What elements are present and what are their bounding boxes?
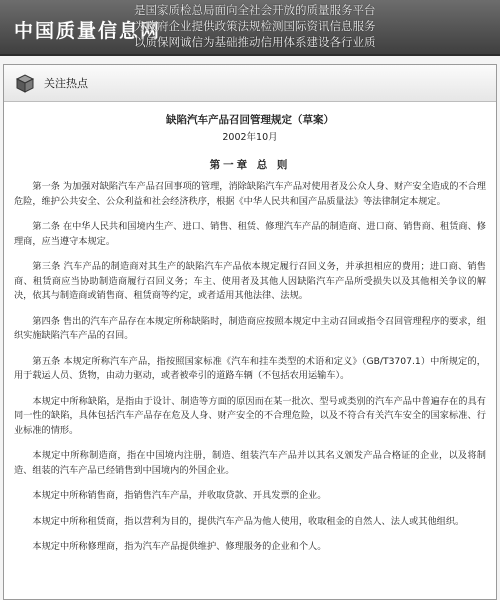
slogan-line: 是国家质检总局面向全社会开放的质量服务平台 bbox=[134, 3, 376, 17]
box-icon bbox=[14, 72, 36, 94]
slogan-line: 为政府企业提供政策法规检测国际资讯信息服务 bbox=[134, 19, 376, 33]
content-panel bbox=[3, 64, 497, 600]
article-paragraph: 本规定中所称缺陷，是指由于设计、制造等方面的原因而在某一批次、型号或类别的汽车产品中普遍存在的具有同一性的缺陷，具体包括汽车产品存在危及人身、财产安全的不合理危险，以及不符合有关汽车安全的国家标准、行业标准的情形。 bbox=[14, 395, 486, 436]
site-slogan bbox=[134, 2, 496, 50]
article-title: 缺陷汽车产品召回管理规定（草案） bbox=[166, 114, 334, 126]
site-logo-text[interactable]: 中国质量信息网 bbox=[14, 20, 162, 42]
section-title[interactable]: 关注热点 bbox=[44, 77, 88, 90]
article-paragraph: 本规定中所称修理商，指为汽车产品提供维护、修理服务的企业和个人。 bbox=[32, 541, 327, 552]
slogan-line: 以质保网诚信为基础推动信用体系建设各行业质 bbox=[134, 35, 376, 49]
article-paragraph: 第一条 为加强对缺陷汽车产品召回事项的管理，消除缺陷汽车产品对使用者及公众人身、财产安全造成的不合理危险，维护公共安全、公众利益和社会经济秩序，根据《中华人民共和国产品质量法》等法律制定本规定。 bbox=[14, 181, 486, 207]
chapter-heading: 第一章 总 则 bbox=[209, 159, 291, 171]
article-paragraph: 本规定中所称销售商，指销售汽车产品，并收取贷款、开具发票的企业。 bbox=[32, 490, 327, 501]
article-paragraph: 第五条 本规定所称汽车产品，指按照国家标准《汽车和挂车类型的术语和定义》（GB/T3707.1）中所规定的，用于载运人员、货物，由动力驱动，或者被牵引的道路车辆（不包括农用运输车）。 bbox=[14, 355, 486, 381]
article-paragraph: 本规定中所称租赁商，指以营利为目的，提供汽车产品为他人使用，收取租金的自然人、法人或其他组织。 bbox=[32, 515, 465, 527]
article-paragraph: 本规定中所称制造商，指在中国境内注册，制造、组装汽车产品并以其名义颁发产品合格证的企业，以及将制造、组装的汽车产品已经销售到中国境内的外国企业。 bbox=[14, 450, 486, 476]
section-header bbox=[4, 65, 496, 102]
article-date: 2002年10月 bbox=[222, 132, 278, 143]
site-banner bbox=[0, 0, 500, 56]
article-paragraph: 第二条 在中华人民共和国境内生产、进口、销售、租赁、修理汽车产品的制造商、进口商、销售商、租赁商、修理商，应当遵守本规定。 bbox=[14, 221, 486, 247]
article-paragraph: 第三条 汽车产品的制造商对其生产的缺陷汽车产品依本规定履行召回义务，并承担相应的费用；进口商、销售商、租赁商应当协助制造商履行召回义务；车主、使用者及其他人因缺陷汽车产品所受损失以及其他相关争议的解决，依其与制造商或销售商、租赁商等约定，或者适用其他法律、法规。 bbox=[14, 261, 486, 301]
article-paragraph: 第四条 售出的汽车产品存在本规定所称缺陷时，制造商应按照本规定中主动召回或指令召回管理程序的要求，组织实施缺陷汽车产品的召回。 bbox=[14, 315, 486, 341]
article-body bbox=[4, 102, 496, 555]
